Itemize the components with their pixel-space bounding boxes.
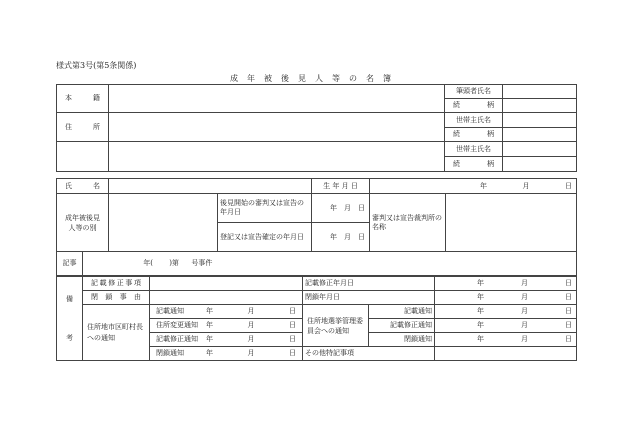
kiji-label: 記事 — [57, 252, 83, 276]
kakutei-label: 登記又は宣告確定の年月日 — [218, 223, 312, 252]
honseki-label: 本 籍 — [57, 85, 109, 113]
m1-day: 日 — [565, 307, 572, 315]
hd-year: 年 — [477, 293, 484, 301]
other-notes-field[interactable] — [435, 347, 577, 361]
m3-day: 日 — [565, 335, 572, 343]
city-item-1-label: 記載通知 — [156, 307, 184, 315]
kisai-shusei-date-label: 記載修正年月日 — [303, 277, 435, 291]
m2-day: 日 — [565, 321, 572, 329]
top-table — [56, 84, 577, 172]
guardian-table — [56, 193, 577, 252]
c4-day: 日 — [289, 349, 296, 357]
c4-year: 年 — [206, 349, 213, 357]
hd-month: 月 — [521, 293, 528, 301]
zokugara-field-3[interactable] — [503, 157, 577, 172]
m2-year: 年 — [477, 321, 484, 329]
c2-day: 日 — [289, 321, 296, 329]
zokugara-label-3: 続 柄 — [445, 157, 503, 172]
zokugara-field[interactable] — [503, 99, 577, 113]
jusho-extra-label — [57, 142, 109, 172]
c3-year: 年 — [206, 335, 213, 343]
setainushi-field-2[interactable] — [503, 142, 577, 157]
city-item-1[interactable] — [150, 305, 303, 319]
court-field[interactable] — [446, 194, 577, 252]
ks-month: 月 — [521, 279, 528, 287]
c4-month: 月 — [247, 349, 255, 357]
kakutei-month: 月 — [344, 232, 351, 241]
shimei-label: 氏 名 — [57, 179, 109, 194]
c3-month: 月 — [247, 335, 255, 343]
kaishi-day: 日 — [358, 203, 365, 212]
committee-item-3: 閉鎖通知 — [369, 333, 435, 347]
name-table — [56, 178, 577, 194]
seinengappi-label: 生 年 月 日 — [312, 179, 370, 194]
kiji-field[interactable] — [83, 252, 577, 276]
c2-year: 年 — [206, 321, 213, 329]
kakutei-day: 日 — [358, 232, 365, 241]
m1-month: 月 — [521, 307, 528, 315]
committee-date-1[interactable] — [435, 305, 577, 319]
city-item-2[interactable] — [150, 319, 303, 333]
zokugara-label-2: 続 柄 — [445, 128, 503, 142]
shimei-field[interactable] — [109, 179, 312, 194]
kisai-shusei-field[interactable] — [150, 277, 303, 291]
city-item-4-label: 閉鎖通知 — [156, 349, 184, 357]
ks-day: 日 — [565, 279, 572, 287]
c3-day: 日 — [289, 335, 296, 343]
zokugara-field-2[interactable] — [503, 128, 577, 142]
biko-label — [57, 277, 83, 361]
kisai-shusei-label: 記載修正事項 — [83, 277, 150, 291]
other-notes-label: その他特記事項 — [303, 347, 435, 361]
biko-char-2: 考 — [66, 333, 73, 342]
m2-month: 月 — [521, 321, 528, 329]
heisa-jiyu-field[interactable] — [150, 291, 303, 305]
form-number: 様式第3号(第5条関係) — [56, 61, 137, 70]
hittousha-label: 筆頭者氏名 — [445, 85, 503, 99]
birth-year: 年 — [480, 181, 487, 190]
committee-notice-label: 住所地選挙管理委員会への通知 — [303, 305, 369, 347]
city-item-3-label: 記載修正通知 — [156, 335, 198, 343]
ks-year: 年 — [477, 279, 484, 287]
seinengappi-field[interactable] — [370, 179, 577, 194]
jusho-field[interactable] — [109, 113, 445, 142]
m3-year: 年 — [477, 335, 484, 343]
c2-month: 月 — [247, 321, 255, 329]
setainushi-label-1: 世帯主氏名 — [445, 113, 503, 128]
jusho-extra-field[interactable] — [109, 142, 445, 172]
kaishi-date[interactable] — [312, 194, 370, 223]
heisa-date-label: 閉鎖年月日 — [303, 291, 435, 305]
birth-day: 日 — [565, 181, 572, 190]
jusho-label: 住 所 — [57, 113, 109, 142]
kakutei-year: 年 — [330, 232, 337, 241]
form-title: 成年被後見人等の名簿 — [230, 74, 400, 83]
zokugara-label: 続 柄 — [445, 99, 503, 113]
committee-date-3[interactable] — [435, 333, 577, 347]
city-item-3[interactable] — [150, 333, 303, 347]
guardian-type-label: 成年被後見人等の別 — [57, 194, 109, 252]
heisa-jiyu-label: 閉鎖事由 — [83, 291, 150, 305]
kakutei-date[interactable] — [312, 223, 370, 252]
kaishi-year: 年 — [330, 203, 337, 212]
setainushi-field-1[interactable] — [503, 113, 577, 128]
city-notice-label: 住所地市区町村長への通知 — [83, 305, 150, 361]
city-item-2-label: 住所変更通知 — [156, 321, 198, 329]
hittousha-field[interactable] — [503, 85, 577, 99]
kiji-case: 号事件 — [191, 259, 213, 267]
c1-month: 月 — [247, 307, 255, 315]
kiji-table — [56, 251, 577, 276]
committee-date-2[interactable] — [435, 319, 577, 333]
guardian-type-field[interactable] — [109, 194, 218, 252]
kiji-number: )第 — [155, 259, 179, 267]
biko-table — [56, 276, 577, 361]
biko-char-1: 備 — [66, 294, 73, 303]
m3-month: 月 — [521, 335, 528, 343]
c1-day: 日 — [289, 307, 296, 315]
city-item-4[interactable] — [150, 347, 303, 361]
hd-day: 日 — [565, 293, 572, 301]
committee-item-2: 記載修正通知 — [369, 319, 435, 333]
m1-year: 年 — [477, 307, 484, 315]
heisa-date[interactable] — [435, 291, 577, 305]
birth-month: 月 — [522, 181, 530, 190]
setainushi-label-2: 世帯主氏名 — [445, 142, 503, 157]
kisai-shusei-date[interactable] — [435, 277, 577, 291]
committee-item-1: 記載通知 — [369, 305, 435, 319]
c1-year: 年 — [206, 307, 213, 315]
kiji-year: 年( — [143, 259, 153, 267]
kaishi-month: 月 — [344, 203, 351, 212]
kaishi-label: 後見開始の審判又は宣告の年月日 — [218, 194, 312, 223]
court-label: 審判又は宣告裁判所の名称 — [370, 194, 446, 252]
honseki-field[interactable] — [109, 85, 445, 113]
